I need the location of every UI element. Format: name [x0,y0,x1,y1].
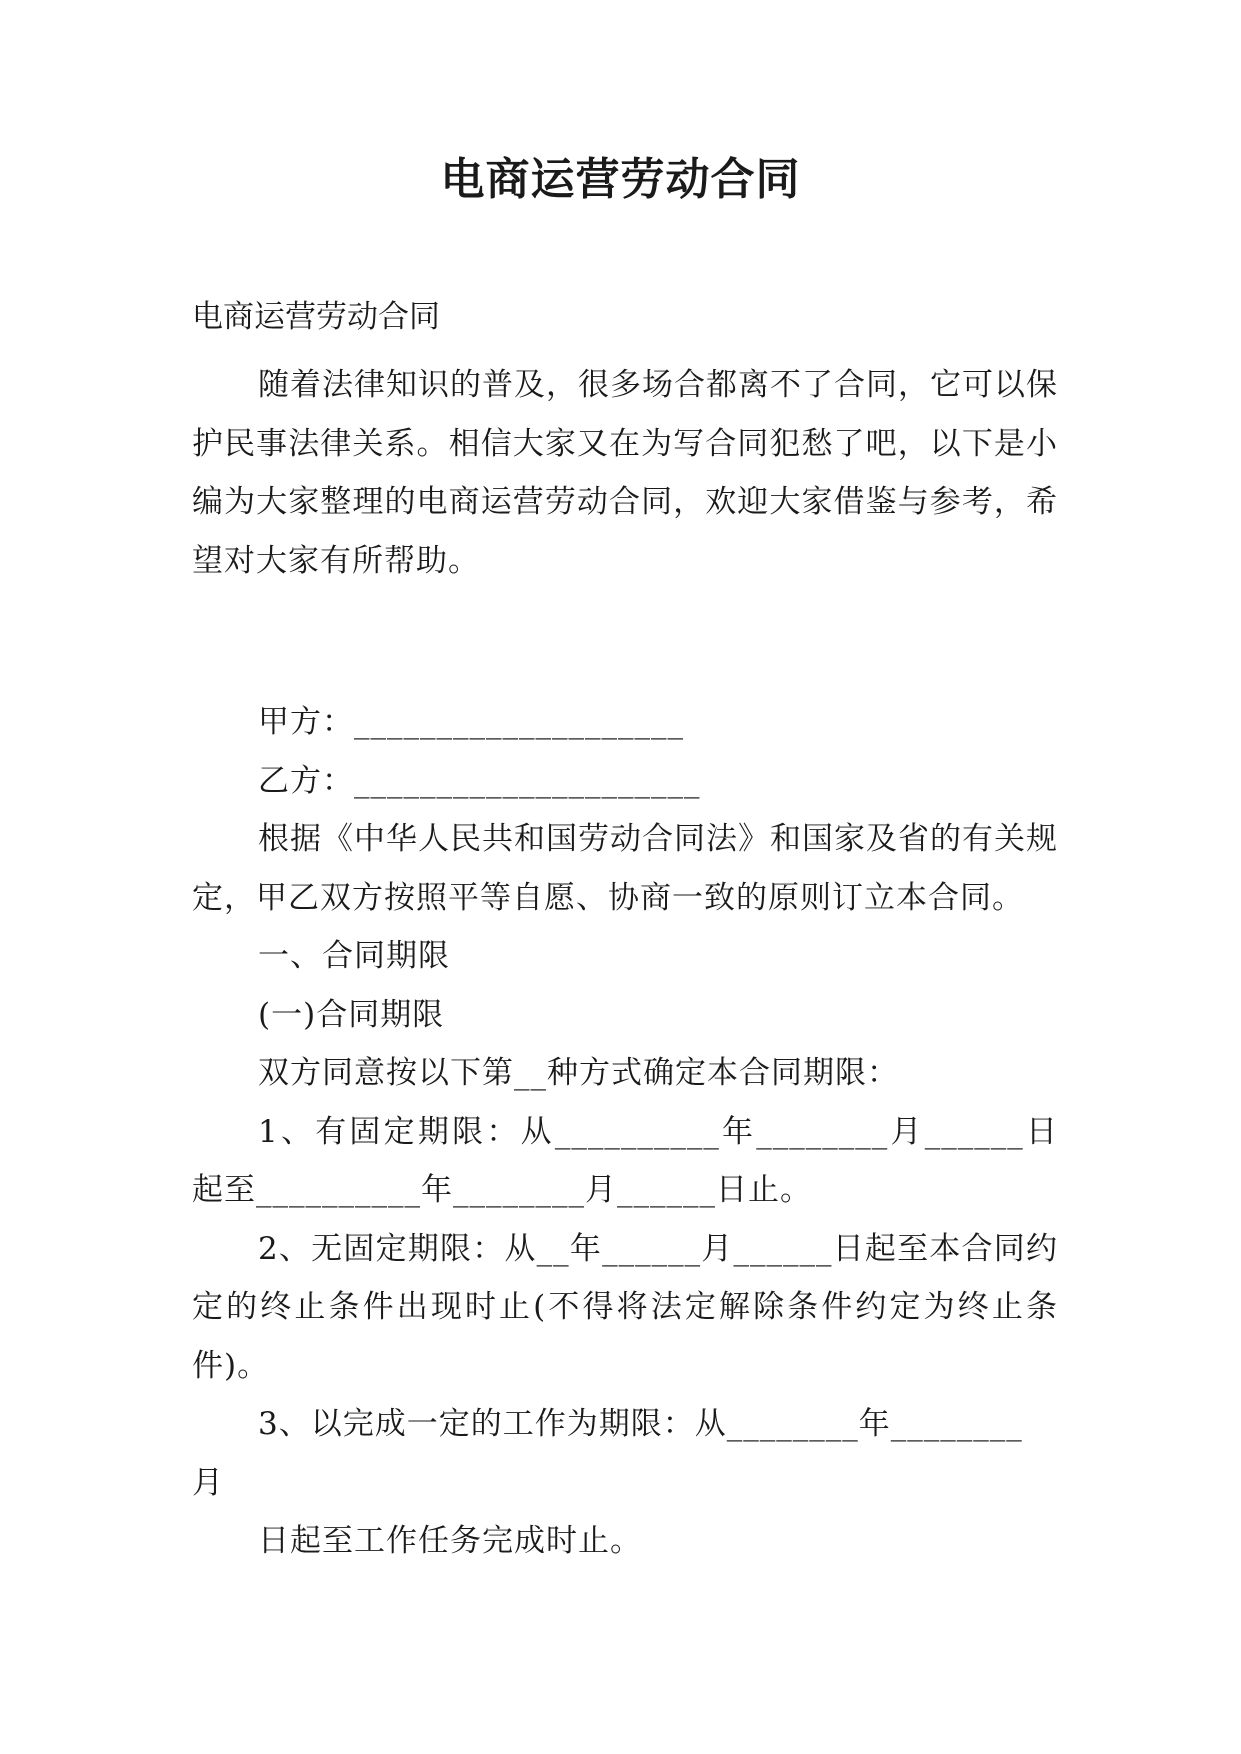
contract-body [192,693,1058,1571]
basis-paragraph: 根据《中华人民共和国劳动合同法》和国家及省的有关规定，甲乙双方按照平等自愿、协商一致的原则订立本合同。 [192,821,1058,916]
document-title: 电商运营劳动合同 [440,154,801,205]
term-option-task-line1: 3、以完成一定的工作为期限：从________年________ [258,1406,1023,1442]
section-heading-term: 一、合同期限 [258,938,450,974]
party-b-line: 乙方：_____________________ [258,762,701,799]
document-subtitle: 电商运营劳动合同 [192,299,440,335]
term-option-open: 2、无固定期限：从__年______月______日起至本合同约定的终止条件出现时止(不得将法定解除条件约定为终止条件)。 [192,1230,1058,1384]
term-option-task-line3: 日起至工作任务完成时止。 [258,1523,642,1559]
subsection-heading-term: (一)合同期限 [258,996,445,1033]
intro-paragraph: 随着法律知识的普及，很多场合都离不了合同，它可以保护民事法律关系。相信大家又在为写合同犯愁了吧，以下是小编为大家整理的电商运营劳动合同，欢迎大家借鉴与参考，希望对大家有所帮助。 [192,367,1058,579]
term-option-fixed: 1、有固定期限：从__________年________月______日起至__________年________月______日止。 [192,1113,1058,1208]
term-choice-line: 双方同意按以下第__种方式确定本合同期限： [258,1055,899,1091]
term-option-task-line2: 月 [192,1464,224,1501]
intro-block [192,356,1058,590]
party-a-line: 甲方：____________________ [258,704,684,740]
